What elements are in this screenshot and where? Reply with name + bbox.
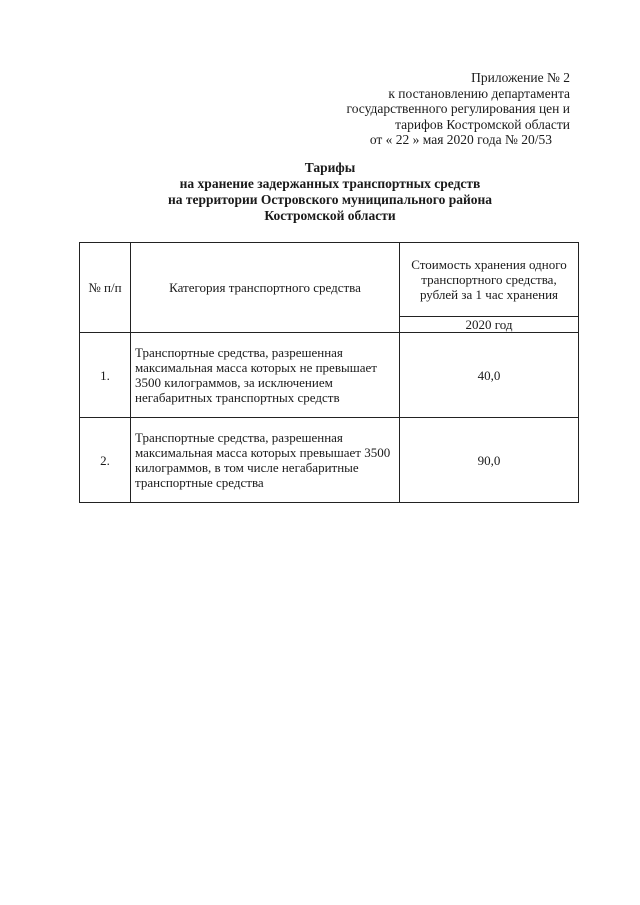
table-row	[80, 333, 579, 418]
row-category: Транспортные средства, разрешенная максимальная масса которых превышает 3500 килограммов, в том числе негабаритные транспортные средства	[131, 418, 400, 503]
appendix-reference-line-2: государственного регулирования цен и	[346, 101, 570, 116]
table-row	[80, 418, 579, 503]
row-cost: 40,0	[400, 333, 579, 418]
title-line-4: Костромской области	[264, 208, 396, 223]
header-number: № п/п	[80, 243, 131, 333]
row-number: 2.	[80, 418, 131, 503]
row-number: 1.	[80, 333, 131, 418]
tariffs-table	[79, 242, 579, 503]
document-title	[80, 160, 580, 224]
title-line-1: Тарифы	[304, 160, 356, 175]
header-category: Категория транспортного средства	[131, 243, 400, 333]
appendix-reference-line-3: тарифов Костромской области	[395, 116, 570, 132]
row-category: Транспортные средства, разрешенная максимальная масса которых не превышает 3500 килограммов, за исключением негабаритных транспортных средств	[131, 333, 400, 418]
appendix-reference-line-1: к постановлению департамента	[388, 85, 570, 101]
title-line-2: на хранение задержанных транспортных средств	[179, 176, 481, 191]
title-line-3: на территории Островского муниципального района	[167, 192, 493, 207]
table-header-row	[80, 243, 579, 317]
header-year: 2020 год	[400, 317, 579, 333]
row-cost: 90,0	[400, 418, 579, 503]
header-cost: Стоимость хранения одного транспортного средства, рублей за 1 час хранения	[400, 243, 579, 317]
appendix-header	[250, 70, 570, 148]
appendix-date-line: от « 22 » мая 2020 года № 20/53	[369, 132, 552, 147]
appendix-number: Приложение № 2	[471, 70, 570, 85]
